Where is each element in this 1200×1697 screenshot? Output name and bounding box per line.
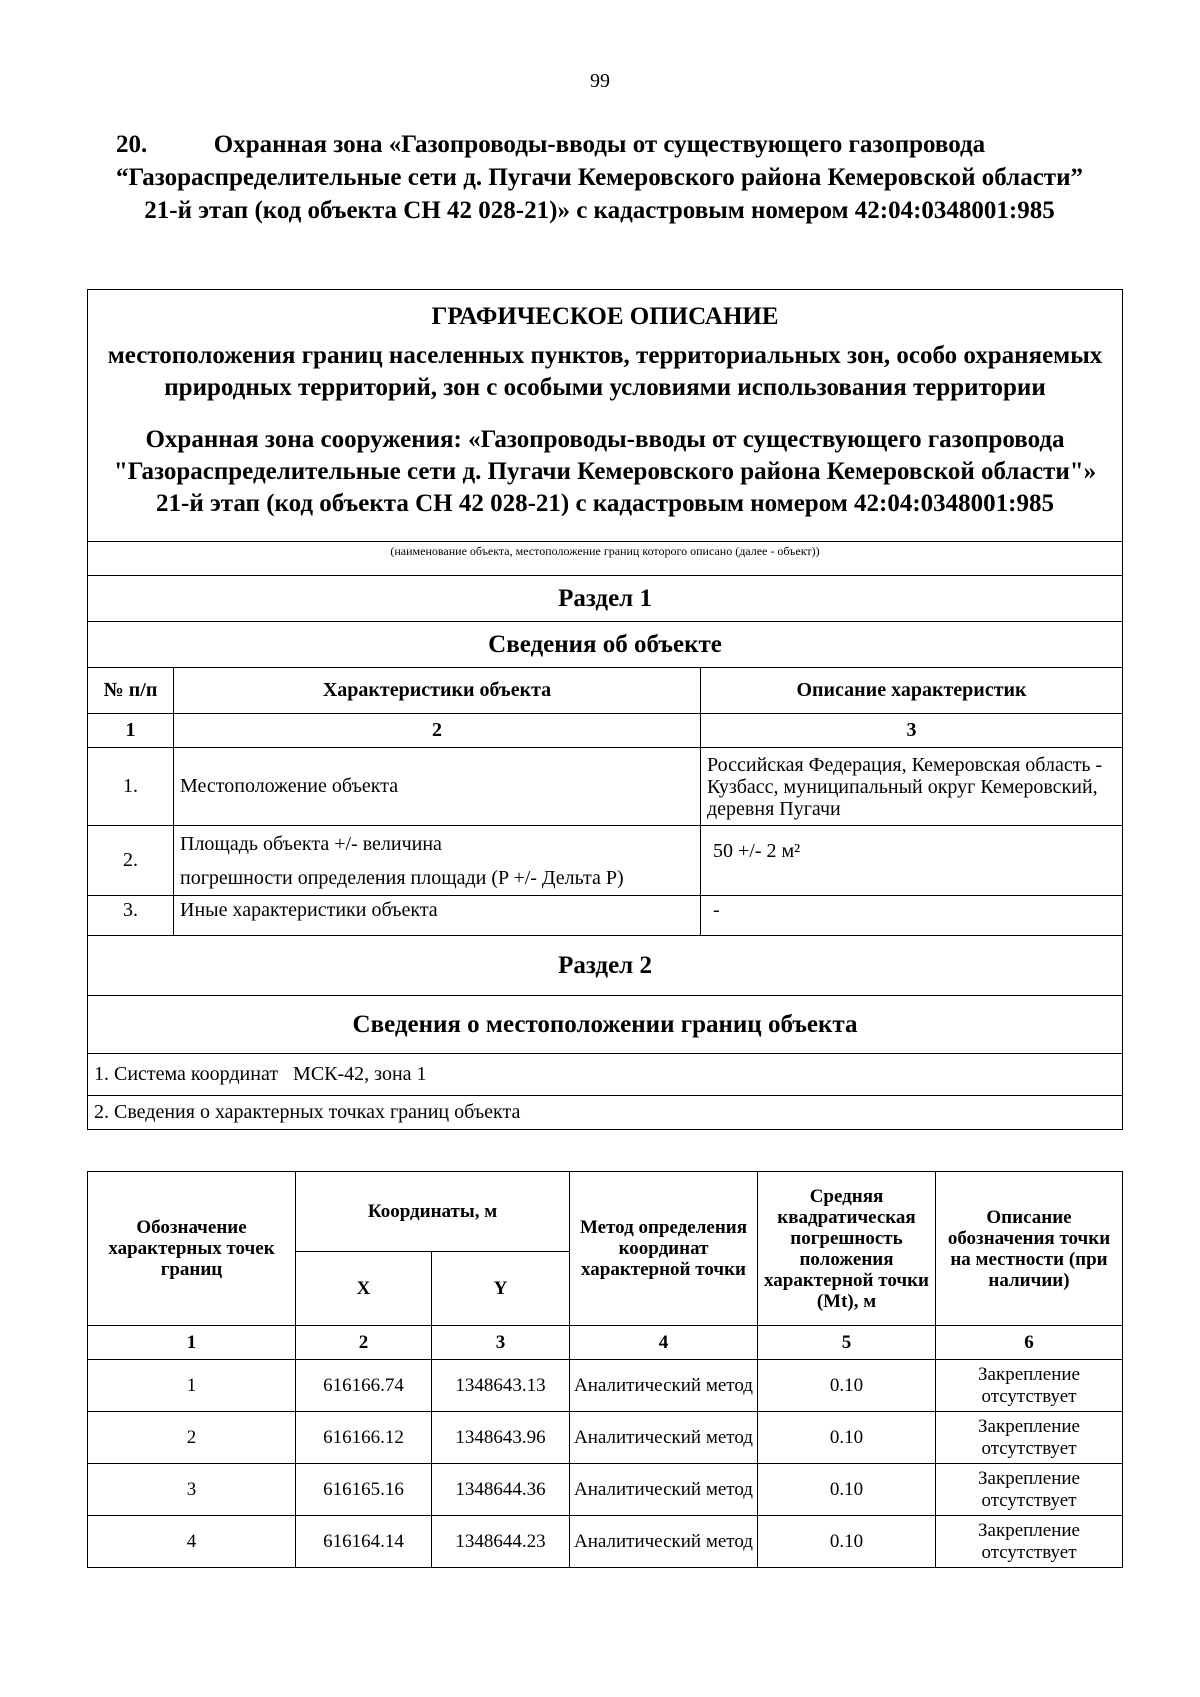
point-description: Закрепление отсутствует: [936, 1412, 1123, 1464]
point-id: 3: [88, 1464, 296, 1516]
table-row: [88, 1360, 1123, 1412]
header-coordinates: Координаты, м: [296, 1172, 570, 1252]
header-point-description: Описание обозначения точки на местности (при наличии): [936, 1172, 1123, 1326]
characteristic-name-line: Площадь объекта +/- величина: [180, 832, 442, 855]
point-error: 0.10: [758, 1516, 936, 1568]
point-error: 0.10: [758, 1412, 936, 1464]
col-number: 2: [174, 714, 701, 748]
point-y: 1348644.23: [432, 1516, 570, 1568]
coordinate-system: 1. Система координат МСК-42, зона 1: [88, 1054, 1123, 1096]
table-row: [88, 1516, 1123, 1568]
header-method: Метод определения координат характерной точки: [570, 1172, 758, 1326]
point-method: Аналитический метод: [570, 1360, 758, 1412]
heading-number: 20.: [116, 131, 148, 158]
graphic-description-table: [87, 289, 1123, 1130]
object-caption: (наименование объекта, местоположение границ которого описано (далее - объект)): [88, 542, 1123, 576]
point-x: 616164.14: [296, 1516, 432, 1568]
doc-subtitle: местоположения границ населенных пунктов, территориальных зон, особо охраняемых природных территорий, зон с особыми условиями использования территории: [107, 342, 1103, 401]
table-row: [88, 1412, 1123, 1464]
col-number: 5: [758, 1326, 936, 1360]
point-method: Аналитический метод: [570, 1464, 758, 1516]
boundary-points-table: [87, 1171, 1123, 1568]
col-number: 3: [432, 1326, 570, 1360]
point-x: 616166.12: [296, 1412, 432, 1464]
table-row: [88, 1464, 1123, 1516]
characteristic-value: Российская Федерация, Кемеровская область - Кузбасс, муниципальный округ Кемеровский, деревня Пугачи: [701, 748, 1123, 826]
section-heading: [112, 128, 1087, 227]
col-number: 1: [88, 714, 174, 748]
characteristic-name-line: погрешности определения площади (P +/- Дельта P): [180, 866, 624, 889]
object-name: Охранная зона сооружения: «Газопроводы-вводы от существующего газопровода "Газораспределительные сети д. Пугачи Кемеровского района Кемеровской области"» 21-й этап (код объекта СН 42 028-21) с кадастровым номером 42:04:0348001:985: [113, 426, 1097, 517]
point-id: 2: [88, 1412, 296, 1464]
point-y: 1348643.13: [432, 1360, 570, 1412]
header-y: Y: [432, 1252, 570, 1326]
page-number: 99: [590, 70, 610, 92]
header-x: X: [296, 1252, 432, 1326]
characteristic-name: [174, 826, 701, 896]
col-number: 1: [88, 1326, 296, 1360]
col-header-num: № п/п: [88, 668, 174, 714]
point-y: 1348644.36: [432, 1464, 570, 1516]
point-error: 0.10: [758, 1360, 936, 1412]
characteristic-value: 50 +/- 2 м²: [701, 826, 1123, 896]
col-header-description: Описание характеристик: [701, 668, 1123, 714]
point-y: 1348643.96: [432, 1412, 570, 1464]
section1-title: Сведения об объекте: [88, 622, 1123, 668]
point-method: Аналитический метод: [570, 1516, 758, 1568]
col-number: 4: [570, 1326, 758, 1360]
col-header-characteristics: Характеристики объекта: [174, 668, 701, 714]
row-number: 2.: [88, 826, 174, 896]
header-designation: Обозначение характерных точек границ: [88, 1172, 296, 1326]
col-number: 3: [701, 714, 1123, 748]
doc-title: ГРАФИЧЕСКОЕ ОПИСАНИЕ: [431, 303, 779, 330]
row-number: 1.: [88, 748, 174, 826]
point-id: 1: [88, 1360, 296, 1412]
point-description: Закрепление отсутствует: [936, 1464, 1123, 1516]
section2-label: Раздел 2: [88, 936, 1123, 996]
section1-label: Раздел 1: [88, 576, 1123, 622]
points-caption: 2. Сведения о характерных точках границ объекта: [88, 1096, 1123, 1130]
point-description: Закрепление отсутствует: [936, 1360, 1123, 1412]
col-number: 2: [296, 1326, 432, 1360]
point-x: 616166.74: [296, 1360, 432, 1412]
characteristic-name: Иные характеристики объекта: [174, 896, 701, 936]
point-x: 616165.16: [296, 1464, 432, 1516]
header-error: Средняя квадратическая погрешность положения характерной точки (Mt), м: [758, 1172, 936, 1326]
point-method: Аналитический метод: [570, 1412, 758, 1464]
section2-title: Сведения о местоположении границ объекта: [88, 996, 1123, 1054]
row-number: 3.: [88, 896, 174, 936]
characteristic-value: -: [701, 896, 1123, 936]
point-error: 0.10: [758, 1464, 936, 1516]
col-number: 6: [936, 1326, 1123, 1360]
description-header-cell: [88, 290, 1123, 542]
point-description: Закрепление отсутствует: [936, 1516, 1123, 1568]
heading-text: Охранная зона «Газопроводы-вводы от существующего газопровода “Газораспределительные сети д. Пугачи Кемеровского района Кемеровской области” 21-й этап (код объекта СН 42 028-21)» с кадастровым номером 42:04:0348001:985: [116, 131, 1083, 224]
point-id: 4: [88, 1516, 296, 1568]
characteristic-name: Местоположение объекта: [174, 748, 701, 826]
